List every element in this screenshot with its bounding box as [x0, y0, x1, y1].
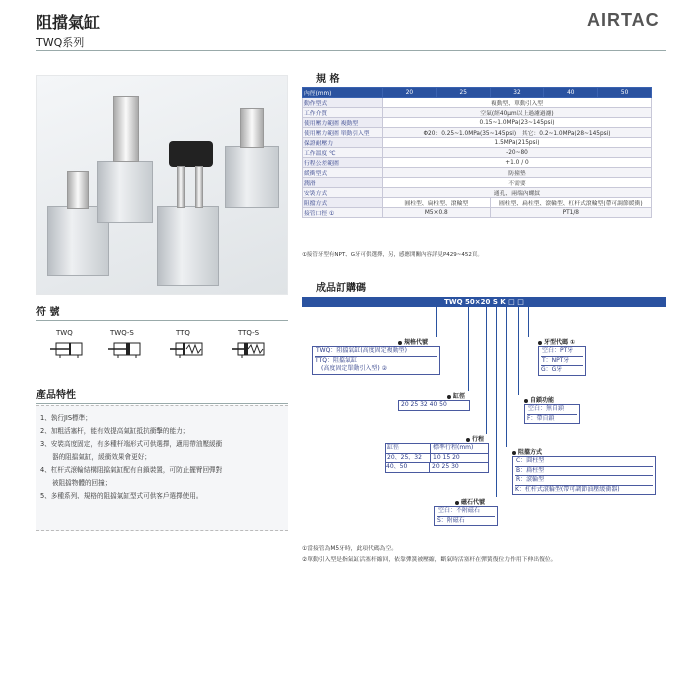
- stroke-cell: 10 15 20: [433, 453, 460, 461]
- cylinder-4: [225, 146, 279, 208]
- stroke-cell: 40、50: [386, 463, 430, 472]
- order-footnote-1: ①當接管為M5牙時，此項代碼為空。: [302, 546, 398, 552]
- stroke-table: [385, 443, 489, 473]
- magnet-option: 空白：不附磁石: [437, 507, 495, 517]
- bore-box: [398, 400, 470, 411]
- stop-option: R：滾輪型: [515, 476, 653, 486]
- magnet-title: 磁石代號: [455, 497, 485, 506]
- ttq-s-symbol-icon: [232, 340, 268, 358]
- spec-row: [303, 208, 652, 218]
- spec-label: 使用壓力範圍 複動型: [303, 118, 383, 128]
- symbol-label: TWQ-S: [110, 329, 134, 337]
- spec-code-title: 規格代號: [398, 337, 428, 346]
- connector-line: [528, 307, 529, 337]
- spec-value: 複動型、單動引入型: [383, 98, 652, 108]
- spec-value: 1.5MPa(215psi): [383, 138, 652, 148]
- cylinder-2: [97, 161, 153, 223]
- cylinder-2-rod: [113, 96, 139, 162]
- magnet-option: S：附磁石: [437, 516, 465, 524]
- thread-option: G：G牙: [541, 366, 563, 373]
- order-footnote-2: ②單動引入型是指氣缸活塞杆縮回，依靠彈簧被壓縮，斷氣時活塞杆在彈簧復位力作用下伸出復位。: [302, 557, 557, 563]
- feature-item: 5、多種系列、規格的阻擋氣缸型式可供客戶選擇使用。: [40, 492, 203, 500]
- feature-item: 被阻擋物體的回撞；: [52, 479, 112, 487]
- feature-item: 1、執行JIS標準；: [40, 414, 92, 422]
- product-photo: [36, 75, 288, 295]
- ttq-symbol-icon: [170, 340, 206, 358]
- spec-label: 阻擋方式: [303, 198, 383, 208]
- stop-option: B：扁柱型: [515, 467, 653, 477]
- cylinder-3: [157, 206, 219, 286]
- connector-line: [506, 307, 507, 447]
- feature-item: 4、杠杆式滾輪結構阻擋氣缸配有自鎖裝置，可防止擺臂回彈對: [40, 466, 223, 474]
- spec-footnote: ①接管牙型有NPT、G牙可供選擇，另，感應開關內容詳見P429~452頁。: [302, 252, 483, 258]
- spec-code-option: TTQ：阻擋氣缸: [315, 356, 357, 364]
- connector-line: [496, 307, 497, 497]
- stop-option: C：圓柱型: [515, 457, 653, 467]
- spec-header-cell: 25: [436, 88, 490, 98]
- cylinder-3-rod-a: [177, 166, 185, 208]
- spec-value: Φ20：0.25~1.0MPa(35~145psi) 其它：0.2~1.0MPa(28~145psi): [383, 128, 652, 138]
- spec-code-option: TWQ：阻擋氣缸(高度固定複動型): [315, 347, 437, 357]
- spec-label: 工作溫度 ℃: [303, 148, 383, 158]
- feature-item: 器的阻擋氣缸，緩衝效果會更好；: [52, 453, 151, 461]
- spec-header-cell: 20: [383, 88, 437, 98]
- spec-header-cell: 40: [544, 88, 598, 98]
- order-code-bar: TWQ 50×20 S K □ □: [302, 297, 666, 307]
- spec-value: 空氣(經40μm以上過濾過濾): [383, 108, 652, 118]
- spec-label: 使用壓力範圍 單動引入型: [303, 128, 383, 138]
- lock-option: 空白：無自鎖: [527, 405, 577, 415]
- stroke-header-cell: 標準行程(mm): [433, 444, 474, 451]
- spec-code-box: [312, 346, 440, 375]
- lock-title: 自鎖功能: [524, 395, 554, 404]
- stroke-row: [386, 463, 488, 472]
- cylinder-3-rod-b: [195, 166, 203, 208]
- symbol-divider: [36, 320, 288, 321]
- series-subtitle: TWQ系列: [36, 36, 85, 49]
- spec-row: [303, 108, 652, 118]
- spec-label: 行程公差範圍: [303, 158, 383, 168]
- stop-title: 阻擋方式: [512, 447, 542, 456]
- thread-title: 牙型代碼 ①: [538, 337, 575, 346]
- spec-label: 安裝方式: [303, 188, 383, 198]
- features-heading: 產品特性: [36, 390, 76, 401]
- connector-line: [518, 307, 519, 395]
- spec-value: +1.0 / 0: [383, 158, 652, 168]
- feature-item: 2、加粗活塞杆，能有效提高氣缸抵抗衝擊的能力；: [40, 427, 190, 435]
- spec-row: [303, 148, 652, 158]
- spec-row: [303, 198, 652, 208]
- stroke-title: 行程: [466, 434, 484, 443]
- spec-label: 接管口徑 ①: [303, 208, 383, 218]
- spec-value: 防撞墊: [383, 168, 652, 178]
- spec-row: [303, 188, 652, 198]
- spec-header-cell: 32: [490, 88, 544, 98]
- stroke-header-cell: 缸徑: [387, 444, 431, 453]
- spec-value: 圓柱型、扁柱型、滾輪型: [383, 198, 491, 208]
- symbol-heading: 符 號: [36, 307, 60, 318]
- lever-roller: [169, 141, 213, 167]
- stroke-row: [386, 454, 488, 464]
- features-divider: [36, 403, 288, 404]
- twq-s-symbol-icon: [108, 340, 144, 358]
- spec-value: -20~80: [383, 148, 652, 158]
- spec-header-row: [303, 88, 652, 98]
- spec-row: [303, 138, 652, 148]
- cylinder-4-rod: [240, 108, 264, 148]
- magnet-box: [434, 506, 498, 526]
- feature-item: 3、安裝高度固定，有多種杆端形式可供選擇，適用帶油壓緩衝: [40, 440, 223, 448]
- spec-row: [303, 118, 652, 128]
- stroke-cell: 20 25 30: [432, 463, 459, 470]
- order-heading: 成品訂購碼: [316, 283, 366, 294]
- lock-option: F：帶自鎖: [527, 414, 555, 422]
- cylinder-1-rod: [67, 171, 89, 209]
- spec-value: 0.15~1.0MPa(23~145psi): [383, 118, 652, 128]
- header-divider: [36, 50, 666, 51]
- page-title: 阻擋氣缸: [36, 13, 101, 32]
- spec-value: 圓柱型、扁柱型、滾輪型、杠杆式滾輪型(帶可調節緩衝): [490, 198, 651, 208]
- spec-code-option: (高度固定單動引入型) ②: [321, 365, 387, 372]
- thread-option: 空白：PT牙: [541, 347, 583, 357]
- thread-box: [538, 346, 586, 376]
- spec-row: [303, 98, 652, 108]
- bore-title: 缸徑: [447, 391, 465, 400]
- spec-label: 工作介質: [303, 108, 383, 118]
- spec-row: [303, 158, 652, 168]
- spec-label: 潤滑: [303, 178, 383, 188]
- spec-label: 動作型式: [303, 98, 383, 108]
- spec-header-cell: 50: [598, 88, 652, 98]
- bore-values: 20 25 32 40 50: [401, 401, 447, 408]
- stop-option: K：杠杆式滾輪型(帶可調節油壓緩衝器): [515, 485, 620, 493]
- thread-option: T：NPT牙: [541, 357, 583, 367]
- spec-heading: 規 格: [316, 74, 340, 85]
- connector-line: [468, 307, 469, 391]
- connector-line: [486, 307, 487, 434]
- stroke-header-row: [386, 444, 488, 454]
- features-list: [36, 405, 288, 531]
- spec-value: PT1/8: [490, 208, 651, 218]
- stop-box: [512, 456, 656, 495]
- twq-symbol-icon: [50, 340, 86, 358]
- symbol-label: TTQ-S: [238, 329, 260, 337]
- connector-line: [436, 307, 437, 337]
- spec-header-cell: 內徑(mm): [303, 88, 383, 98]
- symbol-label: TWQ: [56, 329, 73, 337]
- spec-row: [303, 128, 652, 138]
- spec-row: [303, 178, 652, 188]
- spec-table: [302, 87, 652, 218]
- spec-value: 不需要: [383, 178, 652, 188]
- spec-value: 通孔、兩端內螺紋: [383, 188, 652, 198]
- lock-box: [524, 404, 580, 424]
- symbol-label: TTQ: [176, 329, 190, 337]
- spec-row: [303, 168, 652, 178]
- spec-label: 保證耐壓力: [303, 138, 383, 148]
- brand-logo: AIRTAC: [587, 10, 660, 30]
- spec-label: 緩衝型式: [303, 168, 383, 178]
- spec-value: M5×0.8: [383, 208, 491, 218]
- stroke-cell: 20、25、32: [387, 454, 431, 463]
